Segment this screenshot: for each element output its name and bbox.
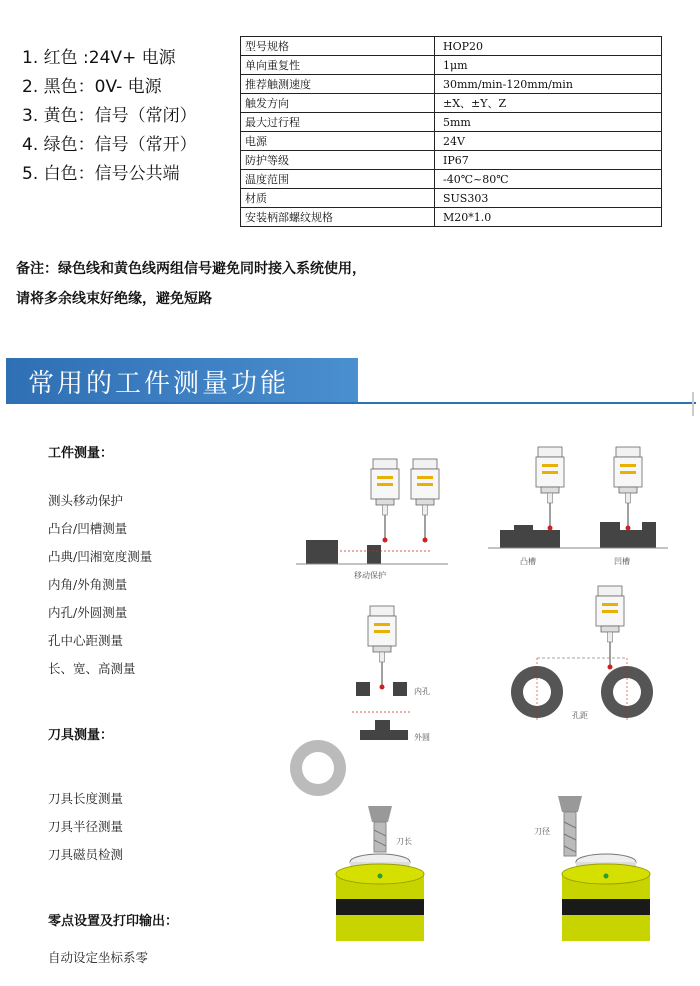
tool-item: 刀具磁员检测 (48, 847, 124, 862)
spec-value: SUS303 (435, 189, 662, 208)
wire-red: 1. 红色 :24V+ 电源 (22, 48, 176, 68)
spec-key: 电源 (241, 132, 435, 151)
spec-key: 最大过行程 (241, 113, 435, 132)
workpiece-heading: 工件测量： (48, 446, 114, 461)
wire-white: 5. 白色：信号公共端 (22, 164, 180, 184)
boss-groove-diagram (488, 447, 668, 548)
tool-radius-diagram (558, 796, 650, 941)
workpiece-item: 长、宽、高测量 (48, 661, 136, 676)
workpiece-item: 孔中心距测量 (48, 633, 124, 648)
move-protection-diagram (296, 459, 448, 564)
spec-key: 材质 (241, 189, 435, 208)
workpiece-item: 测头移动保护 (48, 493, 124, 508)
tool-length-diagram (336, 806, 424, 941)
tool-item: 刀具半径测量 (48, 819, 124, 834)
spec-value: ±X、±Y、Z (435, 94, 662, 113)
spec-key: 温度范围 (241, 170, 435, 189)
spec-value: M20*1.0 (435, 208, 662, 227)
note-line-2: 请将多余线束好绝缘，避免短路 (16, 291, 212, 307)
tool-item: 刀具长度测量 (48, 791, 124, 806)
spec-key: 安装柄部螺纹规格 (241, 208, 435, 227)
spec-value: HOP20 (435, 37, 662, 56)
caption-tool-radius: 刀径 (534, 827, 550, 836)
spec-key: 触发方向 (241, 94, 435, 113)
tool-heading: 刀具测量： (48, 728, 114, 743)
spec-value: 1μm (435, 56, 662, 75)
spec-value: 24V (435, 132, 662, 151)
caption-tool-length: 刀长 (396, 837, 412, 846)
spec-value: 30mm/min-120mm/min (435, 75, 662, 94)
workpiece-item: 凸台/凹槽测量 (48, 521, 128, 536)
spec-key: 防护等级 (241, 151, 435, 170)
wire-black: 2. 黑色：0V- 电源 (22, 77, 162, 97)
workpiece-item: 内角/外角测量 (48, 577, 128, 592)
workpiece-item: 凸典/凹湘宽度测量 (48, 549, 153, 564)
spec-key: 型号规格 (241, 37, 435, 56)
note-line-1: 备注：绿色线和黄色线两组信号避免同时接入系统使用， (16, 261, 366, 277)
spec-key: 单向重复性 (241, 56, 435, 75)
spec-key: 推荐触测速度 (241, 75, 435, 94)
caption-move: 移动保护 (354, 571, 386, 580)
spec-value: 5mm (435, 113, 662, 132)
zero-heading: 零点设置及打印输出： (48, 914, 179, 929)
caption-outer-circle: 外圆 (414, 733, 430, 742)
caption-groove: 凹槽 (614, 557, 630, 566)
banner-title: 常用的工件测量功能 (28, 369, 290, 399)
caption-boss: 凸槽 (520, 557, 536, 566)
hole-distance-diagram (511, 586, 653, 720)
inner-outer-diagram (352, 606, 412, 740)
caption-hole-distance: 孔距 (572, 711, 588, 720)
caption-inner-hole: 内孔 (414, 687, 430, 696)
workpiece-item: 内孔/外圆测量 (48, 605, 128, 620)
spec-value: IP67 (435, 151, 662, 170)
wire-yellow: 3. 黄色：信号（常闭） (22, 106, 197, 126)
ring-diagram (290, 740, 346, 796)
wire-green: 4. 绿色：信号（常开） (22, 135, 197, 155)
zero-item: 自动设定坐标系零 (48, 950, 149, 965)
spec-value: -40℃~80℃ (435, 170, 662, 189)
